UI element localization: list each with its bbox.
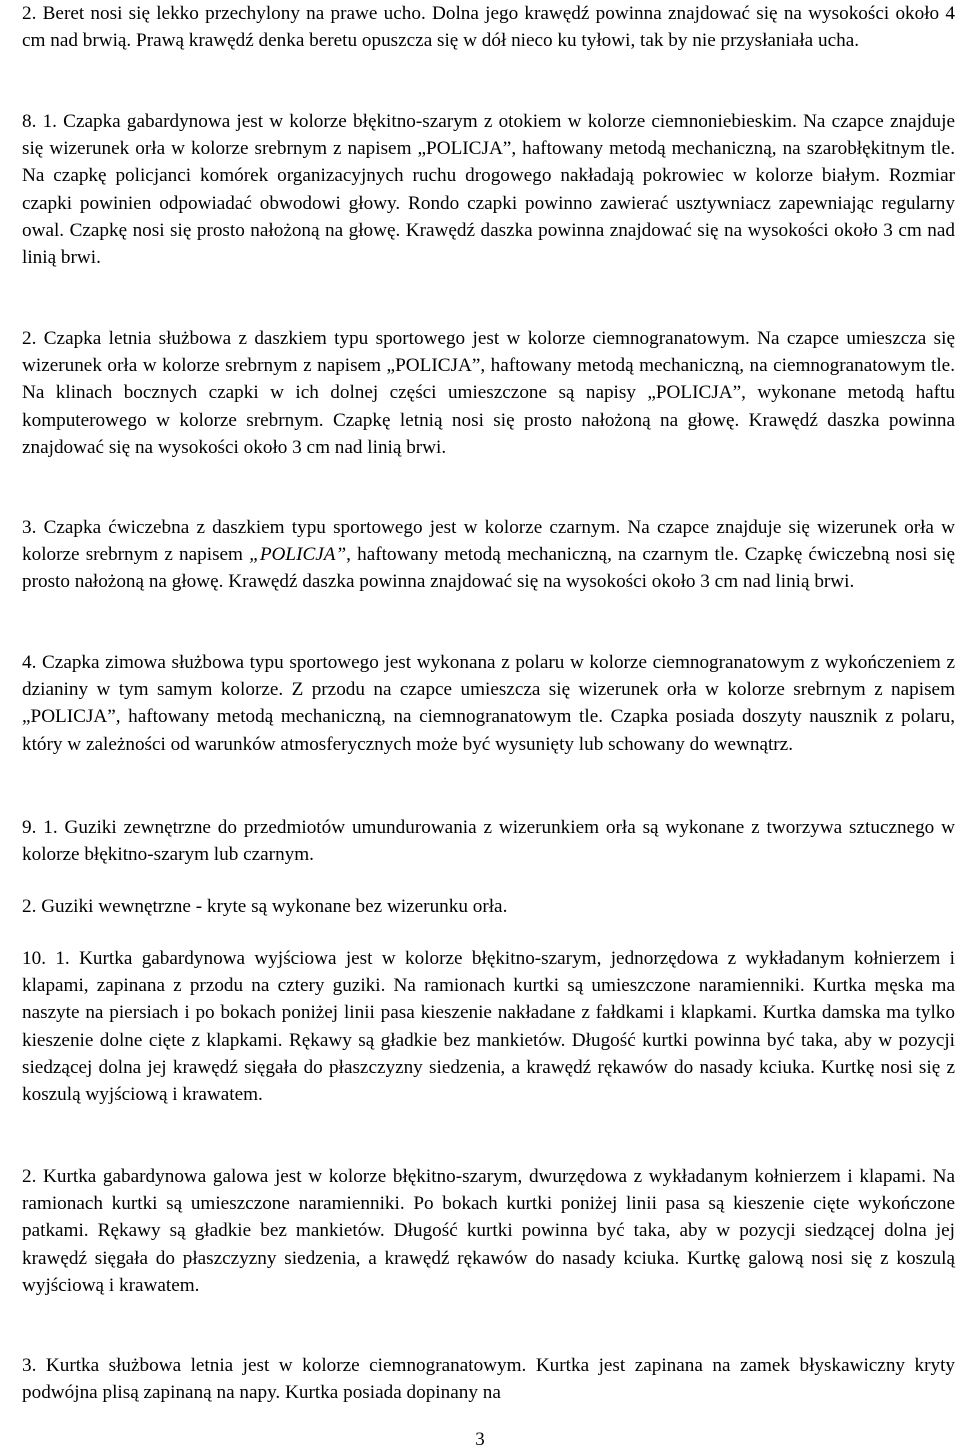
italic-text: „POLICJA” [249, 544, 347, 566]
paragraph-kurtka-galowa [0, 1163, 955, 1299]
paragraph-text: 2. Kurtka gabardynowa galowa jest w kolorze błękitno-szarym, dwurzędowa z wykładanym kołnierzem i klapami. Na ramionach kurtki są umieszczone naramienniki. Po bokach kurtki poniżej linii pasa są kieszenie cięte wykończone patkami. Rękawy są gładkie bez mankietów. Długość kurtki powinna być taka, aby w pozycji siedzącej dolna jej krawędź sięgała do płaszczyzny siedzenia, a krawędź rękawów do nasady kciuka. Kurtkę galową nosi się z koszulą wyjściową i krawatem. [22, 1166, 955, 1296]
paragraph-guziki-wewnetrzne [0, 893, 955, 920]
paragraph-text: 3. Kurtka służbowa letnia jest w kolorze ciemnogranatowym. Kurtka jest zapinana na zamek błyskawiczny kryty podwójna plisą zapinaną na napy. Kurtka posiada dopinany na [22, 1355, 955, 1404]
paragraph-text: 2. Czapka letnia służbowa z daszkiem typu sportowego jest w kolorze ciemnogranatowym. Na czapce umieszcza się wizerunek orła w kolorze srebrnym z napisem „POLICJA”, haftowany metodą mechaniczną, na ciemnogranatowym tle. Na klinach bocznych czapki w ich dolnej części umieszczone są napisy „POLICJA”, wykonane metodą haftu komputerowego w kolorze srebrnym. Czapkę letnią nosi się prosto nałożoną na głowę. Krawędź daszka powinna znajdować się na wysokości około 3 cm nad linią brwi. [22, 328, 955, 458]
paragraph-czapka-gabardynowa [0, 108, 955, 271]
paragraph-czapka-letnia [0, 325, 955, 461]
paragraph-text: 8. 1. Czapka gabardynowa jest w kolorze błękitno-szarym z otokiem w kolorze ciemnoniebieskim. Na czapce znajduje się wizerunek orła w kolorze srebrnym z napisem „POLICJA”, haftowany metodą mechaniczną, na szarobłękitnym tle. Na czapkę policjanci komórek organizacyjnych ruchu drogowego nakładają pokrowiec w kolorze białym. Rozmiar czapki powinien odpowiadać obwodowi głowy. Rondo czapki powinno zawierać usztywniacz zapewniając regularny owal. Czapkę nosi się prosto nałożoną na głowę. Krawędź daszka powinna znajdować się na wysokości około 3 cm nad linią brwi. [22, 111, 955, 269]
paragraph-kurtka-wyjsciowa [0, 945, 955, 1108]
paragraph-text: 2. Beret nosi się lekko przechylony na prawe ucho. Dolna jego krawędź powinna znajdować się na wysokości około 4 cm nad brwią. Prawą krawędź denka beretu opuszcza się w dół nieco ku tyłowi, tak by nie przysłaniała ucha. [22, 3, 955, 52]
paragraph-czapka-cwiczebna [0, 514, 955, 596]
paragraph-text: 9. 1. Guziki zewnętrzne do przedmiotów umundurowania z wizerunkiem orła są wykonane z tworzywa sztucznego w kolorze błękitno-szarym lub czarnym. [22, 817, 955, 866]
paragraph-text: , haftowany metodą mechaniczną, na czarnym tle. Czapkę ćwiczebną nosi się prosto nałożoną na głowę. Krawędź daszka powinna znajdować się na wysokości około 3 cm nad linią brwi. [22, 544, 955, 593]
paragraph-beret [0, 0, 955, 54]
page-number: 3 [475, 1429, 485, 1450]
paragraph-guziki-zewnetrzne [0, 814, 955, 868]
paragraph-text: 3. Czapka ćwiczebna z daszkiem typu sportowego jest w kolorze czarnym. Na czapce znajduje się wizerunek orła w kolorze srebrnym z napisem [22, 517, 955, 566]
paragraph-kurtka-letnia [0, 1352, 955, 1406]
paragraph-czapka-zimowa [0, 649, 955, 758]
paragraph-text: 10. 1. Kurtka gabardynowa wyjściowa jest w kolorze błękitno-szarym, jednorzędowa z wykładanym kołnierzem i klapami, zapinana z przodu na cztery guziki. Na ramionach kurtki są umieszczone naramienniki. Kurtka męska ma naszyte na piersiach i po bokach poniżej linii pasa kieszenie nakładane z fałdkami i klapkami. Kurtka damska ma tylko kieszenie dolne cięte z klapkami. Rękawy są gładkie bez mankietów. Długość kurtki powinna być taka, aby w pozycji siedzącej dolna jej krawędź sięgała do płaszczyzny siedzenia, a krawędź rękawów do nasady kciuka. Kurtkę nosi się z koszulą wyjściową i krawatem. [22, 948, 955, 1106]
paragraph-text: 4. Czapka zimowa służbowa typu sportowego jest wykonana z polaru w kolorze ciemnogranatowym z wykończeniem z dzianiny w tym samym kolorze. Z przodu na czapce umieszcza się wizerunek orła w kolorze srebrnym z napisem „POLICJA”, haftowany metodą mechaniczną, na ciemnogranatowym tle. Czapka posiada doszyty nausznik z polaru, który w zależności od warunków atmosferycznych może być wysunięty lub schowany do wewnątrz. [22, 652, 955, 755]
paragraph-text: 2. Guziki wewnętrzne - kryte są wykonane bez wizerunku orła. [22, 896, 508, 917]
